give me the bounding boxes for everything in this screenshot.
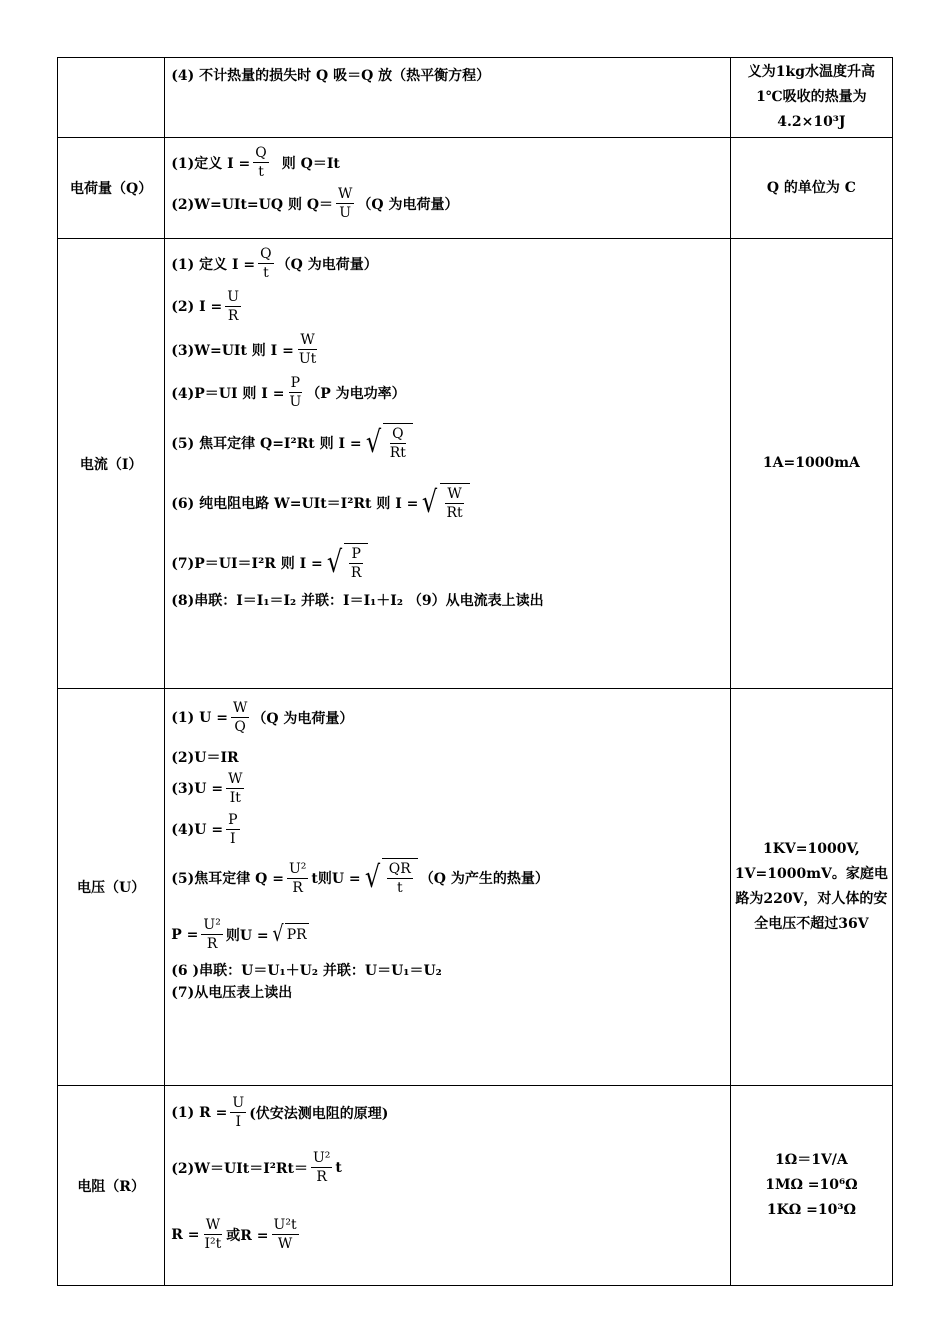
row-note-current: 1A=1000mA xyxy=(730,239,892,689)
row-formulas-resistance: (1) R = $\frac{U}{I}$ (伏安法测电阻的原理) (2)W＝UIt＝I²Rt＝ $\frac{\text{U²}}{R}$ t R = $\frac{W}{\text{I²t}}$ 或R = $\frac{\text{U²t}}{W}$ xyxy=(165,1086,731,1286)
fraction: $\frac{P}{U}$ xyxy=(289,375,302,410)
fraction: $\frac{\text{U²}}{R}$ xyxy=(312,1150,331,1185)
fraction: $\frac{U}{I}$ xyxy=(232,1095,245,1130)
square-root: √ $\frac{QR}{t}$ xyxy=(363,858,418,898)
fraction: $\frac{\text{U²}}{R}$ xyxy=(203,917,221,952)
row-formulas-voltage: (1) U = $\frac{W}{Q}$ （Q 为电荷量） (2)U＝IR (3)U = $\frac{W}{It}$ (4)U = $\frac{P}{I}$ (5)焦耳定律 Q = $\frac{\text{U²}}{R}$ t则U = √ $\frac{QR}{t}$ （Q 为产生的热量） P = $\frac{\text{U²}}{R}$ 则U = √ PR (6 )串联：U＝U₁＋U₂ 并联：U＝U₁＝U₂ (7)从电压表上读出 xyxy=(165,689,731,1086)
physics-formula-table xyxy=(57,57,893,1286)
fraction: $\frac{Q}{t}$ xyxy=(255,145,267,180)
fraction: $\frac{Q}{t}$ xyxy=(260,246,272,281)
row-label-current: 电流（I） xyxy=(58,239,165,689)
row-formulas-heat xyxy=(165,58,731,138)
row-note-voltage: 1KV=1000V, 1V=1000mV。家庭电路为220V，对人体的安全电压不超过36V xyxy=(730,689,892,1086)
row-label-charge: 电荷量（Q） xyxy=(58,138,165,239)
square-root: √ $\frac{Q}{Rt}$ xyxy=(364,423,413,463)
table-row-current xyxy=(58,239,893,689)
fraction: $\frac{W}{It}$ xyxy=(228,771,243,806)
row-label-empty xyxy=(58,58,165,138)
fraction: $\frac{\text{U²t}}{W}$ xyxy=(273,1217,297,1252)
fraction: $\frac{W}{Q}$ xyxy=(232,700,248,735)
square-root: √ $\frac{P}{R}$ xyxy=(325,543,369,583)
fraction: $\frac{\text{U²}}{R}$ xyxy=(288,860,307,896)
fraction: $\frac{W}{U}$ xyxy=(338,186,353,221)
square-root: √ $\frac{W}{Rt}$ xyxy=(420,483,469,523)
fraction: $\frac{P}{I}$ xyxy=(228,812,238,847)
row-note-resistance: 1Ω＝1V/A 1MΩ =10⁶Ω 1KΩ =10³Ω xyxy=(730,1086,892,1286)
square-root: √ PR xyxy=(272,921,307,947)
table-row-voltage xyxy=(58,689,893,1086)
table-row-heat xyxy=(58,58,893,138)
table-row-charge xyxy=(58,138,893,239)
row-note-charge: Q 的单位为 C xyxy=(730,138,892,239)
row-label-voltage: 电压（U） xyxy=(58,689,165,1086)
row-label-resistance: 电阻（R） xyxy=(58,1086,165,1286)
table-row-resistance xyxy=(58,1086,893,1286)
fraction: $\frac{W}{\text{I²t}}$ xyxy=(204,1217,222,1252)
fraction: $\frac{W}{Ut}$ xyxy=(298,332,317,367)
fraction: $\frac{U}{R}$ xyxy=(227,289,240,324)
row-formulas-charge: (1)定义 I = $\frac{Q}{t}$ 则 Q＝It (2)W=UIt=UQ 则 Q＝ $\frac{W}{U}$ （Q 为电荷量） xyxy=(165,138,731,239)
row-note-heat: 义为1kg水温度升高1℃吸收的热量为4.2×10³J xyxy=(730,58,892,138)
row-formulas-current: (1) 定义 I = $\frac{Q}{t}$ （Q 为电荷量） (2) I = $\frac{U}{R}$ (3)W=UIt 则 I = $\frac{W}{Ut}$ (4)P＝UI 则 I = $\frac{P}{U}$ （P 为电功率） (5) 焦耳定律 Q=I²Rt 则 I = √ $\frac{Q}{Rt}$ (6) 纯电阻电路 W=UIt＝I²Rt 则 I = √ $\frac{W}{Rt}$ (7)P＝UI＝I²R 则 I = √ $\frac{P}{R}$ (8)串联：I＝I₁＝I₂ 并联：I＝I₁＋I₂ （9）从电流表上读出 xyxy=(165,239,731,689)
heat-formula-4: (4) 不计热量的损失时 Q 吸＝Q 放（热平衡方程） xyxy=(171,68,491,84)
